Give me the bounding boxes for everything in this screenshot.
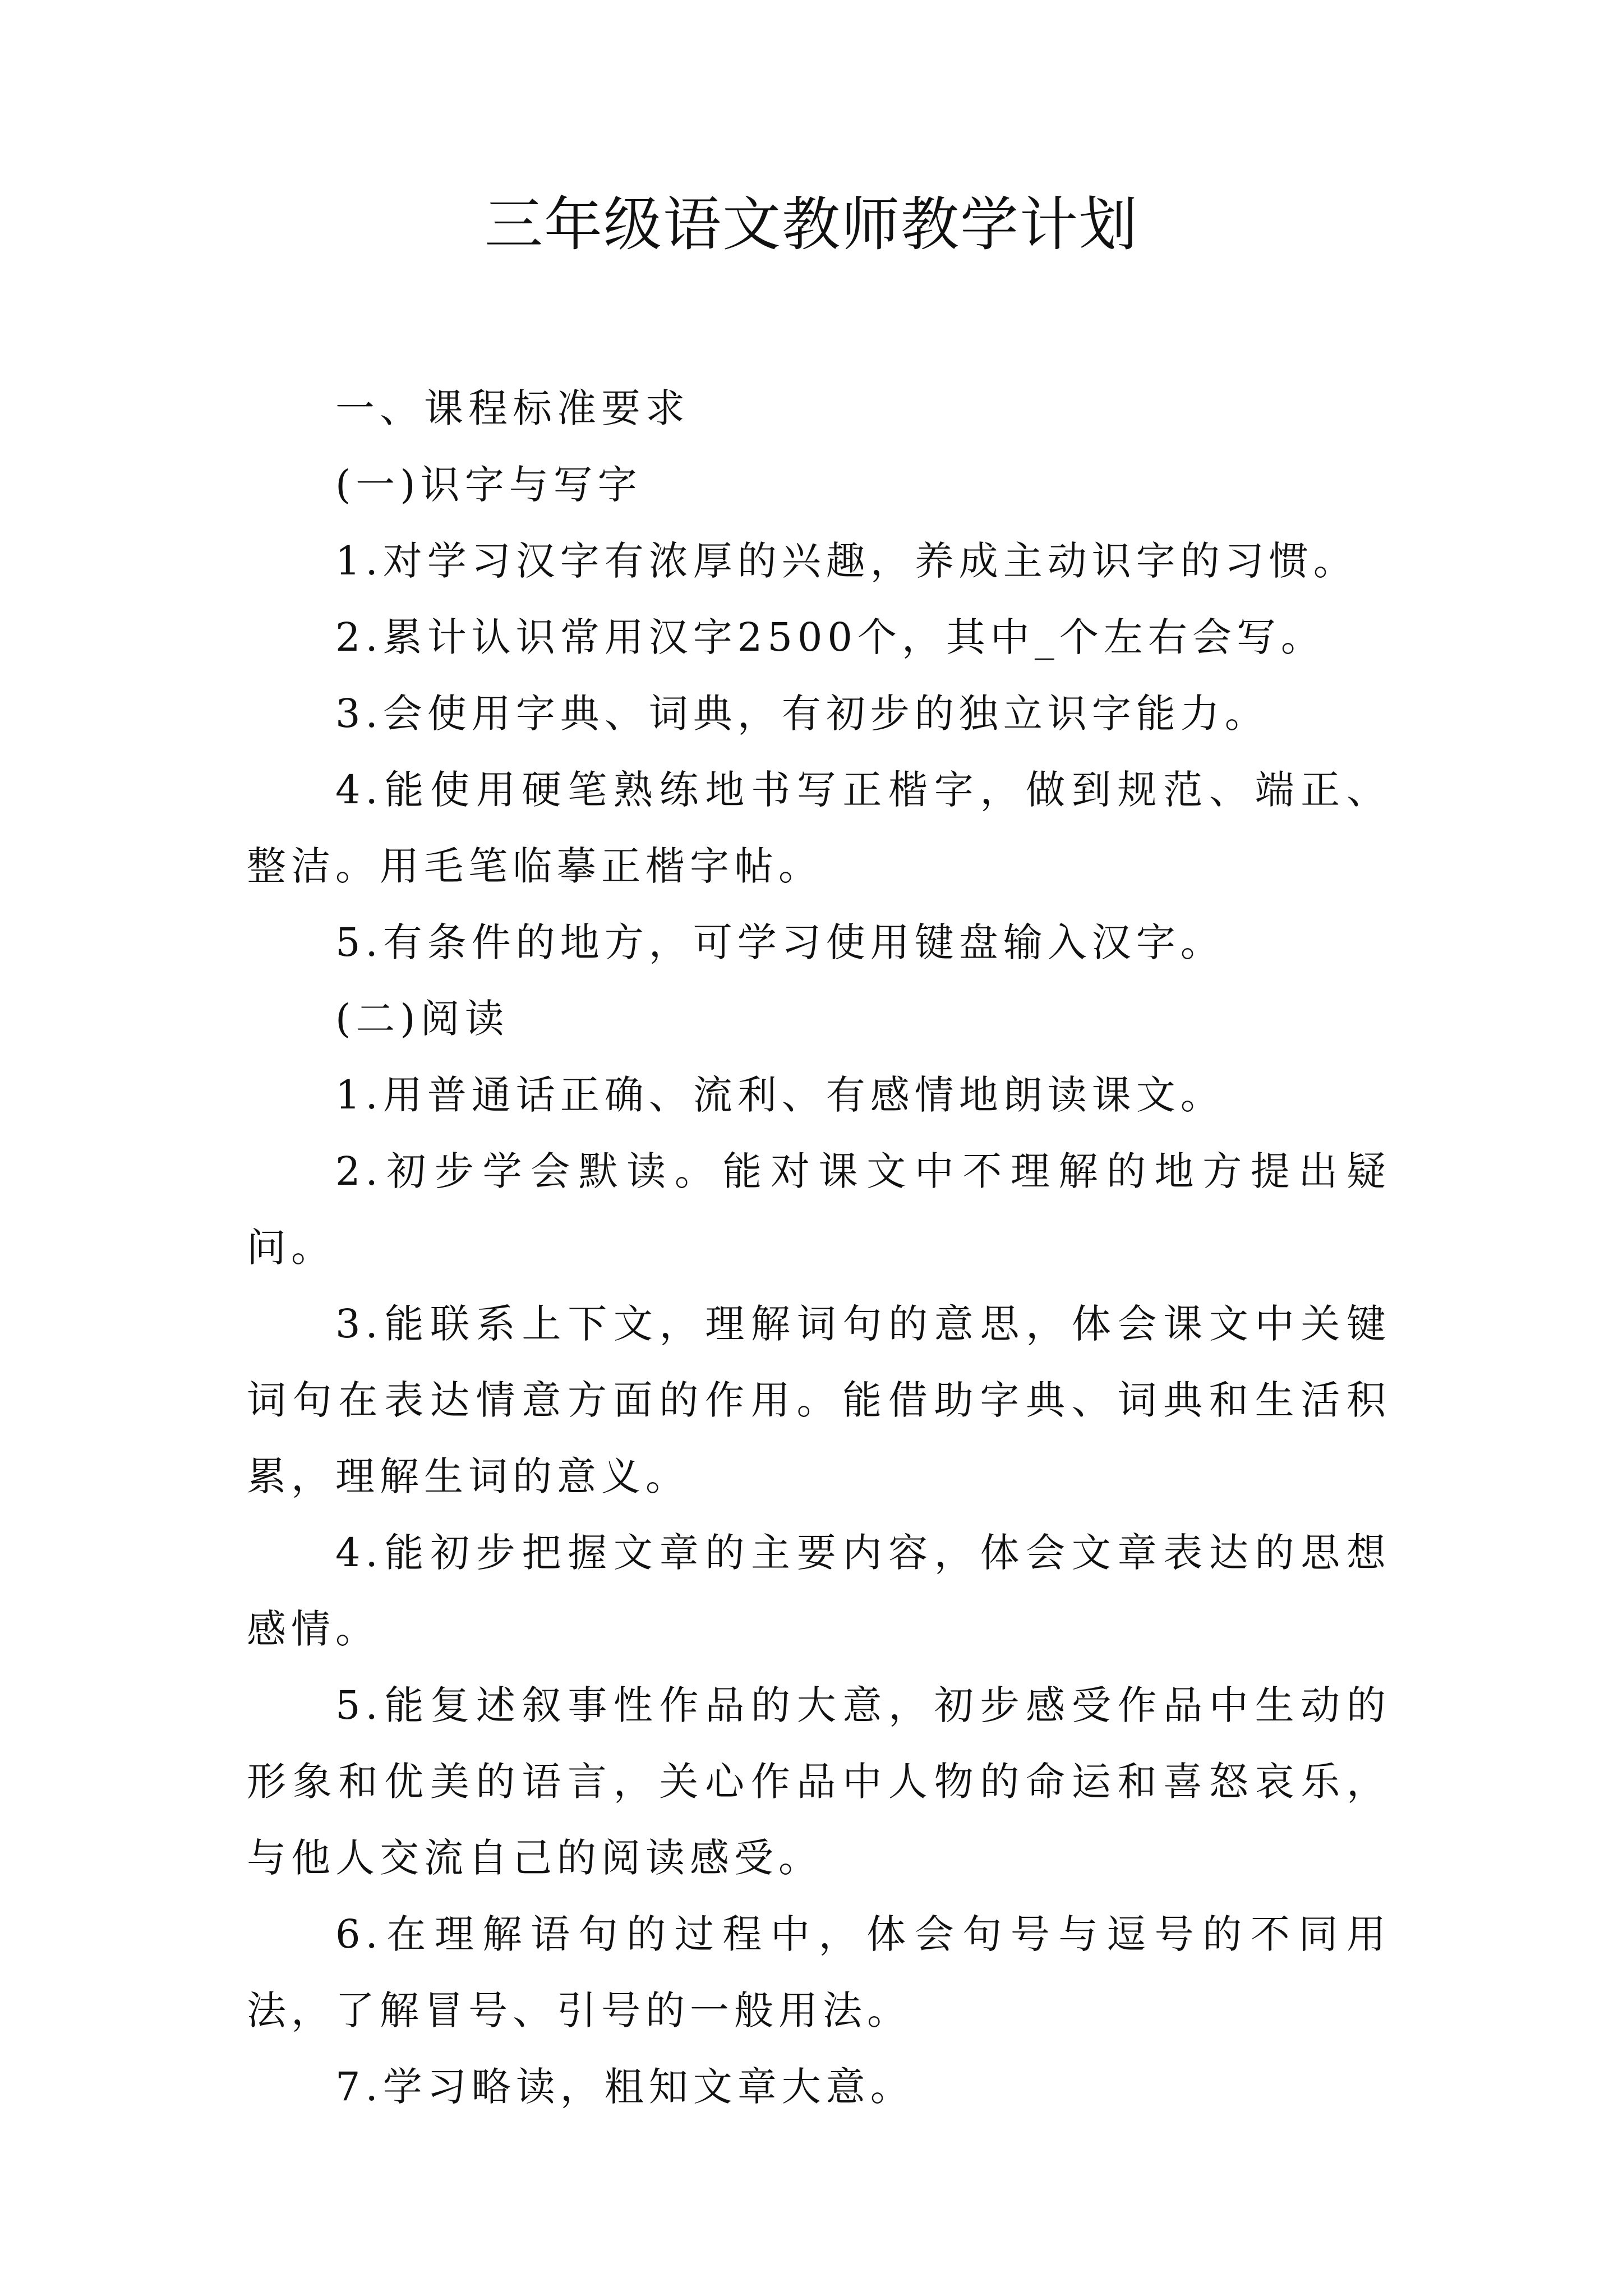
paragraph-reading-3: 3.能联系上下文，理解词句的意思，体会课文中关键词句在表达情意方面的作用。能借助字典、词典和生活积累，理解生词的意义。	[247, 1301, 1391, 1499]
document-title: 三年级语文教师教学计划	[484, 190, 1138, 259]
section-heading-curriculum-standards: 一、课程标准要求	[335, 385, 690, 431]
paragraph-literacy-1: 1.对学习汉字有浓厚的兴趣，养成主动识字的习惯。	[335, 538, 1358, 584]
paragraph-literacy-5: 5.有条件的地方，可学习使用键盘输入汉字。	[335, 919, 1225, 965]
subsection-heading-reading: (二)阅读	[335, 996, 509, 1042]
paragraph-literacy-2: 2.累计认识常用汉字2500个，其中_个左右会写。	[335, 614, 1325, 660]
subsection-heading-literacy-writing: (一)识字与写字	[335, 462, 642, 508]
paragraph-reading-4: 4.能初步把握文章的主要内容，体会文章表达的思想感情。	[247, 1530, 1391, 1652]
paragraph-reading-5: 5.能复述叙事性作品的大意，初步感受作品中生动的形象和优美的语言，关心作品中人物的命运和喜怒哀乐，与他人交流自己的阅读感受。	[247, 1682, 1391, 1881]
paragraph-reading-7: 7.学习略读，粗知文章大意。	[335, 2064, 915, 2110]
paragraph-reading-6: 6.在理解语句的过程中，体会句号与逗号的不同用法，了解冒号、引号的一般用法。	[247, 1911, 1391, 2033]
paragraph-literacy-3: 3.会使用字典、词典，有初步的独立识字能力。	[335, 691, 1269, 737]
paragraph-reading-1: 1.用普通话正确、流利、有感情地朗读课文。	[335, 1072, 1225, 1118]
paragraph-literacy-4: 4.能使用硬笔熟练地书写正楷字，做到规范、端正、整洁。用毛笔临摹正楷字帖。	[247, 767, 1391, 889]
paragraph-reading-2: 2.初步学会默读。能对课文中不理解的地方提出疑问。	[247, 1148, 1391, 1271]
document-body	[247, 370, 1391, 2125]
